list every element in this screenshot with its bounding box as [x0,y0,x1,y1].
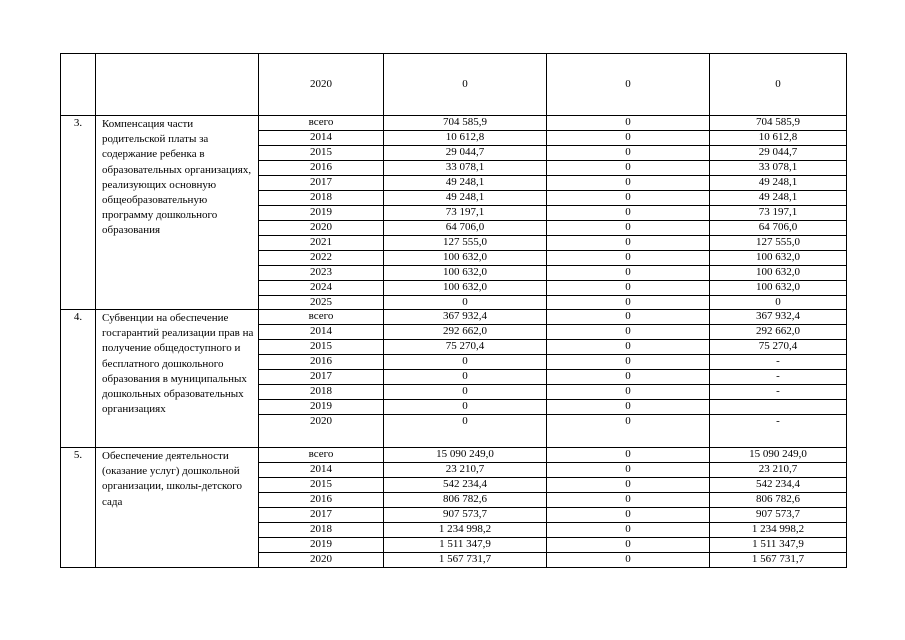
row-number-cell [61,54,96,116]
value-cell: 0 [547,523,710,538]
value-cell: 100 632,0 [384,266,547,281]
value-cell: 907 573,7 [710,508,847,523]
value-cell: 806 782,6 [384,493,547,508]
table-row [61,116,847,131]
year-cell: 2021 [259,236,384,251]
value-cell: 15 090 249,0 [710,448,847,463]
section-name: Обеспечение деятельности (оказание услуг) дошкольной организации, школы-детского сада [96,448,259,568]
value-cell: 10 612,8 [710,131,847,146]
value-cell: - [710,355,847,370]
value-cell: 0 [547,538,710,553]
value-cell: 0 [547,251,710,266]
value-cell: 49 248,1 [710,176,847,191]
year-cell: 2022 [259,251,384,266]
value-cell: 73 197,1 [710,206,847,221]
value-cell: 23 210,7 [384,463,547,478]
year-cell: 2018 [259,385,384,400]
year-cell: 2016 [259,493,384,508]
year-cell: всего [259,116,384,131]
value-cell: 0 [384,355,547,370]
year-cell: всего [259,448,384,463]
year-cell: 2019 [259,538,384,553]
value-cell: 0 [547,281,710,296]
year-cell: 2017 [259,176,384,191]
value-cell: 0 [547,415,710,448]
value-cell: 10 612,8 [384,131,547,146]
value-cell: 0 [384,415,547,448]
value-cell: 64 706,0 [710,221,847,236]
value-cell: 0 [384,54,547,116]
value-cell: 0 [547,340,710,355]
year-cell: 2014 [259,463,384,478]
value-cell: 0 [547,400,710,415]
year-cell: 2020 [259,553,384,568]
value-cell: 49 248,1 [384,191,547,206]
year-cell: 2018 [259,523,384,538]
value-cell: 0 [384,296,547,310]
year-cell: 2019 [259,206,384,221]
table-row [61,448,847,463]
section-name: Компенсация части родительской платы за содержание ребенка в образовательных организациях, реализующих основную общеобразовательную программу дошкольного образования [96,116,259,310]
value-cell: 0 [547,493,710,508]
value-cell: 0 [384,370,547,385]
year-cell: 2018 [259,191,384,206]
value-cell: 0 [547,463,710,478]
section-number: 4. [61,310,96,448]
value-cell: 907 573,7 [384,508,547,523]
year-cell: 2017 [259,508,384,523]
value-cell: 292 662,0 [710,325,847,340]
value-cell: 0 [547,310,710,325]
value-cell: 1 511 347,9 [710,538,847,553]
value-cell: 0 [384,400,547,415]
year-cell: 2019 [259,400,384,415]
value-cell: 0 [547,191,710,206]
value-cell: 1 234 998,2 [710,523,847,538]
value-cell: 0 [547,54,710,116]
value-cell: 0 [710,296,847,310]
table-row [61,310,847,325]
year-cell: 2017 [259,370,384,385]
value-cell: 0 [547,508,710,523]
value-cell: 49 248,1 [710,191,847,206]
value-cell: 100 632,0 [710,266,847,281]
value-cell: 29 044,7 [384,146,547,161]
table-row [61,54,847,116]
value-cell: 0 [547,266,710,281]
value-cell: 100 632,0 [710,251,847,266]
year-cell: 2014 [259,325,384,340]
value-cell: 542 234,4 [710,478,847,493]
year-cell: 2015 [259,340,384,355]
value-cell: 0 [547,478,710,493]
value-cell: 0 [547,553,710,568]
value-cell: 0 [547,325,710,340]
value-cell: 100 632,0 [710,281,847,296]
budget-table [60,53,847,568]
value-cell: 292 662,0 [384,325,547,340]
year-cell: 2020 [259,415,384,448]
value-cell: 73 197,1 [384,206,547,221]
value-cell: 367 932,4 [384,310,547,325]
value-cell: 100 632,0 [384,251,547,266]
value-cell: 0 [547,355,710,370]
value-cell: 704 585,9 [384,116,547,131]
value-cell: 542 234,4 [384,478,547,493]
value-cell: 0 [547,161,710,176]
value-cell: 64 706,0 [384,221,547,236]
value-cell [710,400,847,415]
value-cell: 1 511 347,9 [384,538,547,553]
row-name-cell [96,54,259,116]
value-cell: 0 [384,385,547,400]
section-name: Субвенции на обеспечение госгарантий реализации прав на получение общедоступного и бесплатного дошкольного образования в муниципальных дошкольных образовательных организациях [96,310,259,448]
year-cell: 2020 [259,54,384,116]
value-cell: 0 [547,370,710,385]
value-cell: 33 078,1 [384,161,547,176]
value-cell: 100 632,0 [384,281,547,296]
value-cell: 0 [547,236,710,251]
year-cell: всего [259,310,384,325]
value-cell: 0 [547,206,710,221]
value-cell: 0 [547,385,710,400]
value-cell: 704 585,9 [710,116,847,131]
year-cell: 2016 [259,355,384,370]
value-cell: 0 [547,296,710,310]
value-cell: 0 [547,448,710,463]
value-cell: 15 090 249,0 [384,448,547,463]
year-cell: 2015 [259,478,384,493]
value-cell: 0 [547,116,710,131]
value-cell: 0 [547,131,710,146]
value-cell: 127 555,0 [384,236,547,251]
value-cell: - [710,385,847,400]
year-cell: 2020 [259,221,384,236]
section-number: 3. [61,116,96,310]
year-cell: 2014 [259,131,384,146]
value-cell: 23 210,7 [710,463,847,478]
year-cell: 2015 [259,146,384,161]
value-cell: 806 782,6 [710,493,847,508]
value-cell: 0 [547,221,710,236]
year-cell: 2024 [259,281,384,296]
value-cell: 0 [547,146,710,161]
value-cell: 367 932,4 [710,310,847,325]
value-cell: 29 044,7 [710,146,847,161]
section-number: 5. [61,448,96,568]
value-cell: 0 [710,54,847,116]
value-cell: - [710,415,847,448]
value-cell: 1 234 998,2 [384,523,547,538]
year-cell: 2025 [259,296,384,310]
value-cell: 75 270,4 [384,340,547,355]
year-cell: 2016 [259,161,384,176]
value-cell: 1 567 731,7 [710,553,847,568]
value-cell: 127 555,0 [710,236,847,251]
value-cell: 0 [547,176,710,191]
value-cell: 49 248,1 [384,176,547,191]
value-cell: - [710,370,847,385]
value-cell: 1 567 731,7 [384,553,547,568]
value-cell: 75 270,4 [710,340,847,355]
year-cell: 2023 [259,266,384,281]
value-cell: 33 078,1 [710,161,847,176]
